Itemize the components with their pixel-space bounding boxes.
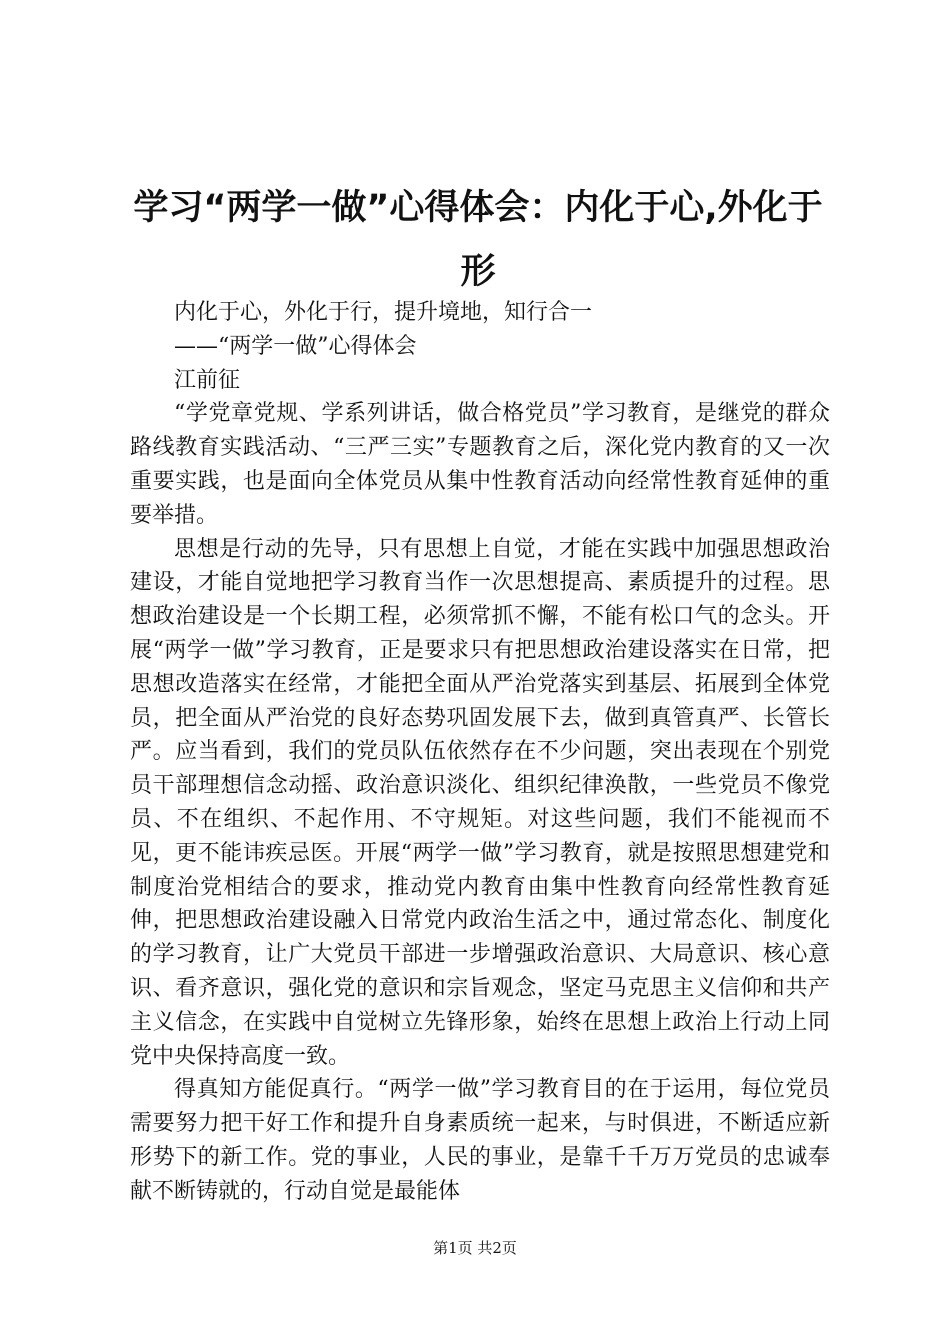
heading-line-author: 江前征 — [174, 367, 241, 393]
document-title: 学习“两学一做”心得体会：内化于心,外化于形 — [133, 188, 823, 292]
paragraph: 思想是行动的先导，只有思想上自觉，才能在实践中加强思想政治建设，才能自觉地把学习教育当作一次思想提高、素质提升的过程。思想政治建设是一个长期工程，必须常抓不懈，不能有松口气的念头。开展“两学一做”学习教育，正是要求只有把思想政治建设落实在日常，把思想改造落实在经常，才能把全面从严治党落实到基层、拓展到全体党员，把全面从严治党的良好态势巩固发展下去，做到真管真严、长管长严。应当看到，我们的党员队伍依然存在不少问题，突出表现在个别党员干部理想信念动摇、政治意识淡化、组织纪律涣散，一些党员不像党员、不在组织、不起作用、不守规矩。对这些问题，我们不能视而不见，更不能讳疾忌医。开展“两学一做”学习教育，就是按照思想建党和制度治党相结合的要求，推动党内教育由集中性教育向经常性教育延伸，把思想政治建设融入日常党内政治生活之中，通过常态化、制度化的学习教育，让广大党员干部进一步增强政治意识、大局意识、核心意识、看齐意识，强化党的意识和宗旨观念，坚定马克思主义信仰和共产主义信念，在实践中自觉树立先锋形象，始终在思想上政治上行动上同党中央保持高度一致。 — [130, 536, 830, 1069]
heading-line-series: ——“两学一做”心得体会 — [174, 333, 417, 359]
document-body — [130, 296, 830, 1209]
paragraph: 得真知方能促真行。“两学一做”学习教育目的在于运用，每位党员需要努力把干好工作和提升自身素质统一起来，与时俱进，不断适应新形势下的新工作。党的事业，人民的事业，是靠千千万万党员的忠诚奉献不断铸就的，行动自觉是最能体 — [130, 1077, 830, 1204]
page-number: 第1页 共2页 — [433, 1239, 517, 1257]
paragraph: “学党章党规、学系列讲话，做合格党员”学习教育，是继党的群众路线教育实践活动、“三严三实”专题教育之后，深化党内教育的又一次重要实践，也是面向全体党员从集中性教育活动向经常性教育延伸的重要举措。 — [130, 401, 830, 528]
heading-line-subtitle: 内化于心，外化于行，提升境地，知行合一 — [174, 300, 593, 325]
